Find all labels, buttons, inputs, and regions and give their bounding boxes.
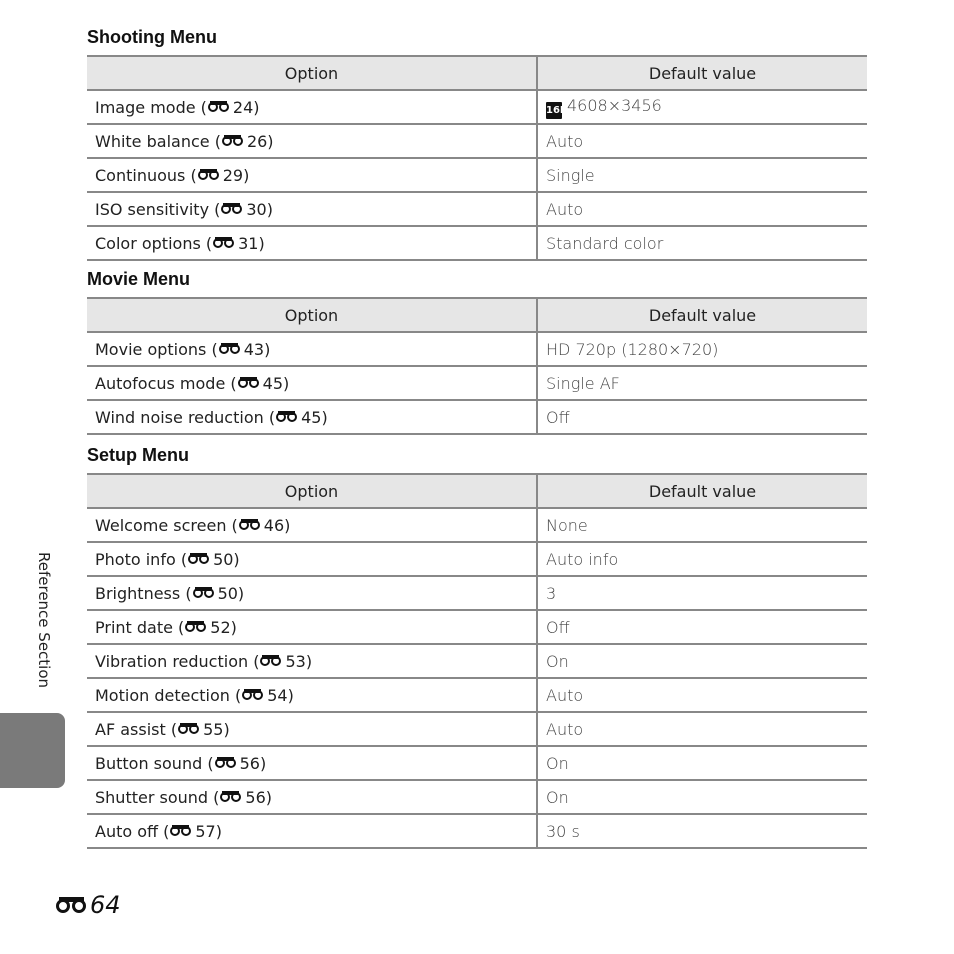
default-value: None bbox=[546, 515, 588, 535]
default-value-cell bbox=[537, 90, 867, 124]
reference-section-icon bbox=[198, 169, 222, 182]
reference-section-icon bbox=[170, 825, 194, 838]
default-value-cell bbox=[537, 542, 867, 576]
reference-section-icon bbox=[239, 519, 263, 532]
option-page-ref: 50) bbox=[213, 549, 240, 569]
default-value: Auto bbox=[546, 719, 584, 739]
option-page-ref: 54) bbox=[267, 685, 294, 705]
table-header-row bbox=[87, 298, 867, 332]
option-name: Print date ( bbox=[95, 617, 185, 637]
default-value: On bbox=[546, 651, 569, 671]
default-value-column-header: Default value bbox=[537, 474, 867, 508]
shooting-menu-table bbox=[87, 55, 867, 261]
option-name: Shutter sound ( bbox=[95, 787, 220, 807]
option-page-ref: 30) bbox=[246, 199, 273, 219]
movie-menu-table bbox=[87, 297, 867, 435]
default-value-cell bbox=[537, 576, 867, 610]
option-name: Brightness ( bbox=[95, 583, 192, 603]
option-cell bbox=[87, 508, 537, 542]
table-row bbox=[87, 158, 867, 192]
option-cell bbox=[87, 644, 537, 678]
table-header-row bbox=[87, 56, 867, 90]
reference-section-icon bbox=[242, 689, 266, 702]
option-cell bbox=[87, 400, 537, 434]
option-cell bbox=[87, 226, 537, 260]
reference-section-icon bbox=[260, 655, 284, 668]
option-page-ref: 31) bbox=[238, 233, 265, 253]
reference-section-icon bbox=[208, 101, 232, 114]
table-row bbox=[87, 508, 867, 542]
default-value: Off bbox=[546, 407, 570, 427]
option-page-ref: 43) bbox=[243, 339, 271, 359]
default-value-cell bbox=[537, 780, 867, 814]
table-row bbox=[87, 576, 867, 610]
default-value-cell bbox=[537, 712, 867, 746]
default-value-cell bbox=[537, 400, 867, 434]
option-name: White balance ( bbox=[95, 131, 221, 151]
image-mode-16m-icon: 16M bbox=[546, 102, 562, 119]
default-value: Auto bbox=[546, 685, 584, 705]
option-page-ref: 55) bbox=[203, 719, 230, 739]
default-value: Standard color bbox=[546, 233, 664, 253]
table-row bbox=[87, 746, 867, 780]
page-number-value: 64 bbox=[90, 891, 121, 919]
default-value: Auto bbox=[546, 131, 584, 151]
reference-section-icon bbox=[215, 757, 239, 770]
option-name: Autofocus mode ( bbox=[95, 373, 237, 393]
table-row bbox=[87, 90, 867, 124]
table-row bbox=[87, 542, 867, 576]
option-cell bbox=[87, 192, 537, 226]
option-page-ref: 29) bbox=[222, 165, 250, 185]
reference-section-icon bbox=[276, 411, 300, 424]
setup-menu-title: Setup Menu bbox=[87, 445, 189, 465]
default-value: On bbox=[546, 787, 569, 807]
reference-section-label: Reference Section bbox=[35, 552, 53, 689]
default-value-cell bbox=[537, 678, 867, 712]
table-row bbox=[87, 678, 867, 712]
movie-menu-title: Movie Menu bbox=[87, 269, 191, 289]
default-value-cell bbox=[537, 158, 867, 192]
default-value-cell bbox=[537, 814, 867, 848]
table-row bbox=[87, 400, 867, 434]
reference-section-icon bbox=[213, 237, 237, 250]
option-name: Motion detection ( bbox=[95, 685, 242, 705]
option-name: Auto off ( bbox=[95, 821, 170, 841]
table-row bbox=[87, 226, 867, 260]
option-page-ref: 24) bbox=[232, 97, 260, 117]
option-page-ref: 45) bbox=[262, 373, 290, 393]
option-page-ref: 57) bbox=[195, 821, 222, 841]
option-cell bbox=[87, 712, 537, 746]
default-value-cell bbox=[537, 508, 867, 542]
default-value: 30 s bbox=[546, 821, 580, 841]
option-name: Vibration reduction ( bbox=[95, 651, 260, 671]
table-row bbox=[87, 332, 867, 366]
option-page-ref: 56) bbox=[239, 753, 267, 773]
reference-section-icon bbox=[238, 377, 262, 390]
table-row bbox=[87, 366, 867, 400]
reference-section-icon bbox=[220, 791, 244, 804]
page-number bbox=[55, 891, 121, 919]
default-value-cell bbox=[537, 610, 867, 644]
default-value-cell bbox=[537, 332, 867, 366]
reference-section-icon bbox=[221, 203, 245, 216]
option-page-ref: 46) bbox=[263, 515, 291, 535]
option-cell bbox=[87, 124, 537, 158]
option-cell bbox=[87, 90, 537, 124]
default-value: 3 bbox=[546, 583, 557, 603]
reference-section-icon bbox=[222, 135, 246, 148]
default-value-cell bbox=[537, 644, 867, 678]
shooting-menu-title: Shooting Menu bbox=[87, 27, 217, 47]
option-page-ref: 52) bbox=[210, 617, 237, 637]
default-value-cell bbox=[537, 746, 867, 780]
reference-section-icon bbox=[178, 723, 202, 736]
option-column-header: Option bbox=[87, 474, 537, 508]
default-value: HD 720p (1280×720) bbox=[546, 339, 719, 359]
option-page-ref: 50) bbox=[217, 583, 245, 603]
option-cell bbox=[87, 814, 537, 848]
option-name: Image mode ( bbox=[95, 97, 207, 117]
option-name: ISO sensitivity ( bbox=[95, 199, 221, 219]
table-row bbox=[87, 192, 867, 226]
default-value: Single bbox=[546, 165, 595, 185]
reference-section-icon bbox=[193, 587, 217, 600]
option-name: Welcome screen ( bbox=[95, 515, 238, 535]
option-cell bbox=[87, 678, 537, 712]
default-value: Auto info bbox=[546, 549, 619, 569]
default-value-column-header: Default value bbox=[537, 298, 867, 332]
option-cell bbox=[87, 610, 537, 644]
default-value-cell bbox=[537, 124, 867, 158]
default-value-cell bbox=[537, 366, 867, 400]
default-value-cell bbox=[537, 192, 867, 226]
default-value: Off bbox=[546, 617, 570, 637]
table-row bbox=[87, 712, 867, 746]
option-name: Movie options ( bbox=[95, 339, 218, 359]
default-value-column-header: Default value bbox=[537, 56, 867, 90]
reference-section-icon bbox=[219, 343, 243, 356]
option-cell bbox=[87, 158, 537, 192]
default-value: Single AF bbox=[546, 373, 620, 393]
reference-section-icon bbox=[56, 897, 89, 913]
table-row bbox=[87, 610, 867, 644]
option-cell bbox=[87, 746, 537, 780]
option-cell bbox=[87, 332, 537, 366]
reference-section-icon bbox=[185, 621, 209, 634]
option-column-header: Option bbox=[87, 298, 537, 332]
option-cell bbox=[87, 366, 537, 400]
option-name: Photo info ( bbox=[95, 549, 188, 569]
option-name: Continuous ( bbox=[95, 165, 197, 185]
table-header-row bbox=[87, 474, 867, 508]
option-cell bbox=[87, 576, 537, 610]
table-row bbox=[87, 814, 867, 848]
default-value: Auto bbox=[546, 199, 584, 219]
option-name: Color options ( bbox=[95, 233, 213, 253]
setup-menu-table bbox=[87, 473, 867, 849]
table-row bbox=[87, 124, 867, 158]
default-value: On bbox=[546, 753, 569, 773]
option-cell bbox=[87, 780, 537, 814]
option-page-ref: 26) bbox=[246, 131, 274, 151]
reference-section-icon bbox=[188, 553, 212, 566]
option-page-ref: 53) bbox=[285, 651, 313, 671]
option-name: Button sound ( bbox=[95, 753, 214, 773]
table-row bbox=[87, 780, 867, 814]
option-name: Wind noise reduction ( bbox=[95, 407, 276, 427]
option-cell bbox=[87, 542, 537, 576]
section-tab bbox=[0, 713, 65, 788]
option-page-ref: 45) bbox=[301, 407, 328, 427]
default-value-cell bbox=[537, 226, 867, 260]
table-row bbox=[87, 644, 867, 678]
option-page-ref: 56) bbox=[245, 787, 272, 807]
option-column-header: Option bbox=[87, 56, 537, 90]
option-name: AF assist ( bbox=[95, 719, 178, 739]
default-value: 4608×3456 bbox=[567, 95, 662, 115]
